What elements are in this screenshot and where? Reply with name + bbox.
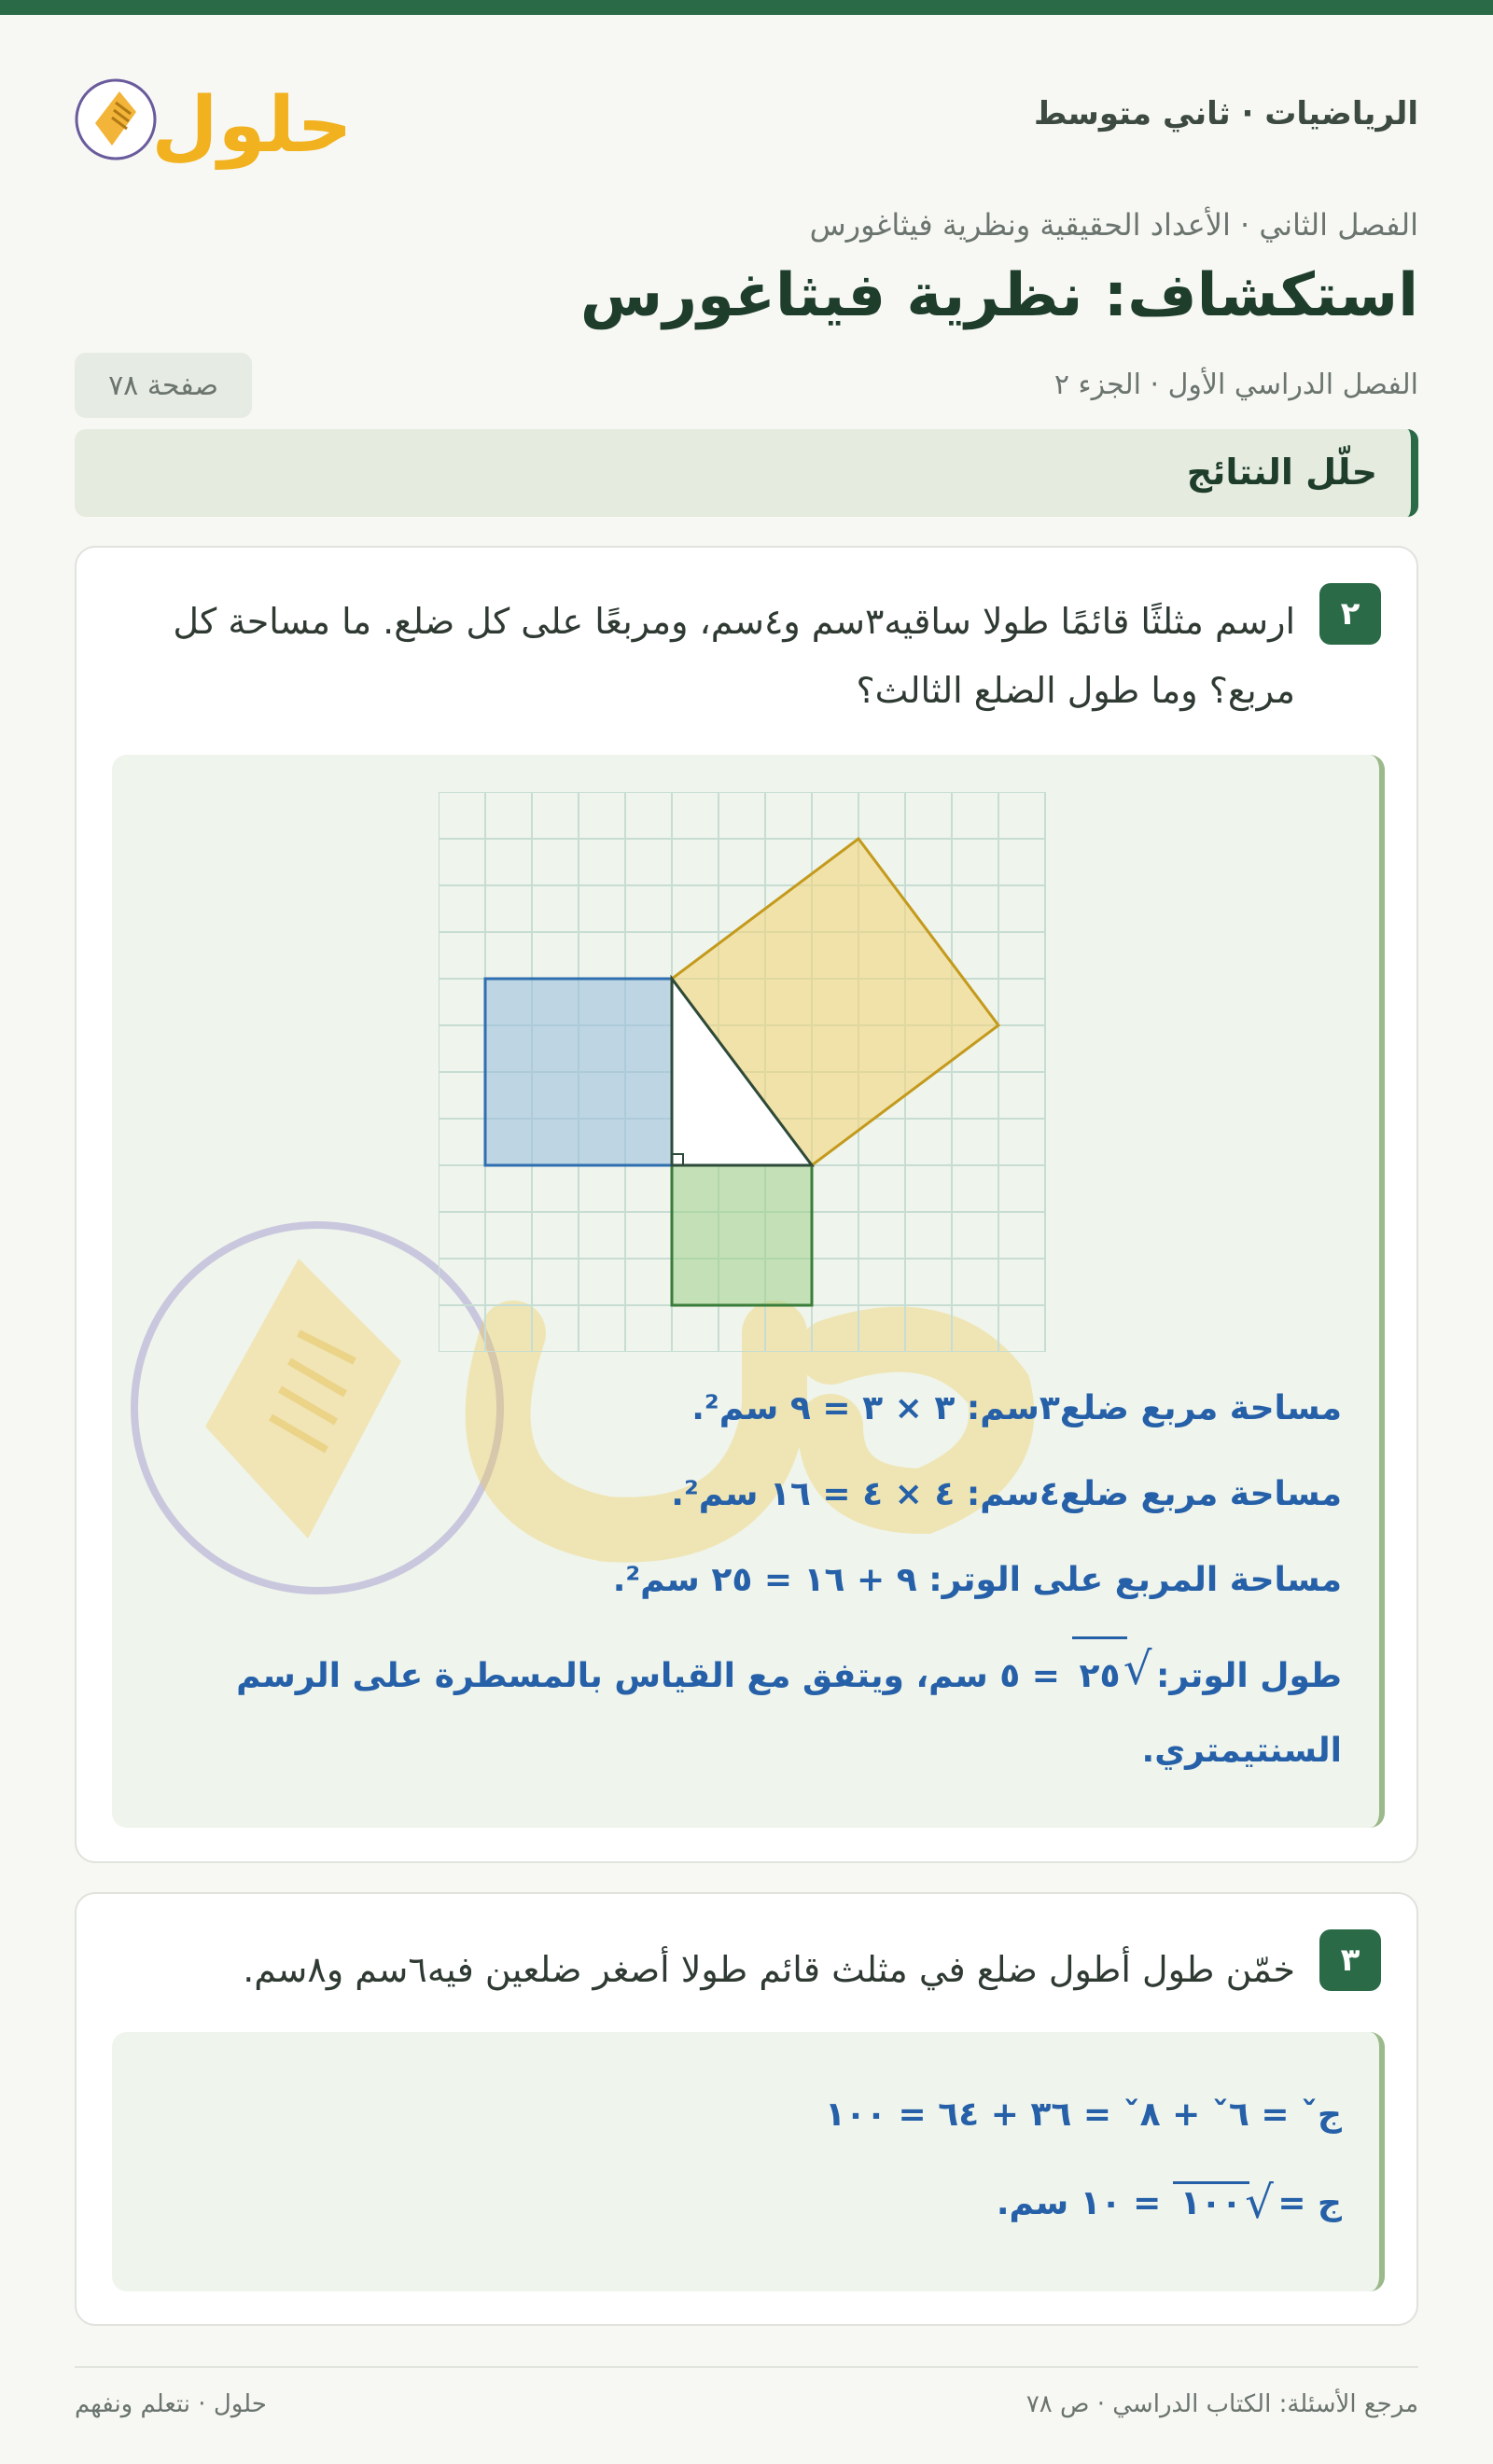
question-number: ٢ <box>1319 583 1381 645</box>
square-root: ٢٥ √ <box>1072 1636 1128 1714</box>
solution-prefix: طول الوتر: <box>1156 1657 1342 1695</box>
page-header <box>75 65 1418 177</box>
solution-line <box>997 2181 1342 2222</box>
solution-line: جˇ = ٦ˇ + ٨ˇ = ٣٦ + ٦٤ = ١٠٠ <box>825 2095 1342 2134</box>
square-side-4 <box>672 1165 812 1305</box>
solution-line: مساحة المربع على الوتر: ٩ + ١٦ = ٢٥ سم². <box>612 1561 1342 1599</box>
answer-box <box>112 2032 1385 2291</box>
logo-text: حلول <box>151 81 353 170</box>
question-card <box>75 546 1418 1863</box>
lesson-title: استكشاف: نظرية فيثاغورس <box>579 261 1418 330</box>
solution-prefix: ج = <box>1277 2184 1342 2222</box>
question-text: خمّن طول أطول ضلع في مثلث قائم طولا أصغر ضلعين فيه٦سم و٨سم. <box>243 1949 1295 1990</box>
solution-line: مساحة مربع ضلع٤سم: ٤ × ٤ = ١٦ سم². <box>671 1475 1342 1513</box>
square-root: ١٠٠ √ <box>1173 2181 1249 2222</box>
solution-line: مساحة مربع ضلع٣سم: ٣ × ٣ = ٩ سم². <box>691 1389 1342 1427</box>
pythagoras-diagram <box>439 792 1054 1352</box>
footer-divider <box>75 2366 1418 2368</box>
footer-brand: حلول · نتعلم ونفهم <box>75 2390 267 2418</box>
section-header <box>75 429 1418 517</box>
top-accent-bar <box>0 0 1493 15</box>
page-badge: صفحة ٧٨ <box>75 353 252 418</box>
brand-logo[interactable] <box>75 65 355 177</box>
question-text: ارسم مثلثًا قائمًا طولا ساقيه٣سم و٤سم، ومربعًا على كل ضلع. ما مساحة كل مربع؟ وما طول الضلع الثالث؟ <box>173 601 1295 711</box>
answer-box <box>112 755 1385 1828</box>
question-card <box>75 1892 1418 2326</box>
chapter-title: الفصل الثاني · الأعداد الحقيقية ونظرية فيثاغورس <box>809 207 1418 243</box>
question-number: ٣ <box>1319 1929 1381 1991</box>
footer-reference: مرجع الأسئلة: الكتاب الدراسي · ص ٧٨ <box>1026 2390 1418 2418</box>
solution-line <box>129 1636 1342 1789</box>
semester-label: الفصل الدراسي الأول · الجزء ٢ <box>1053 369 1418 401</box>
solution-suffix: = ٥ سم، ويتفق مع القياس بالمسطرة على الرسم السنتيمتري. <box>236 1657 1342 1770</box>
solution-suffix: = ١٠ سم. <box>996 2184 1162 2222</box>
subject-label: الرياضيات · ثاني متوسط <box>1034 95 1418 132</box>
section-title: حلّل النتائج <box>1186 452 1377 493</box>
square-side-3 <box>485 979 672 1165</box>
